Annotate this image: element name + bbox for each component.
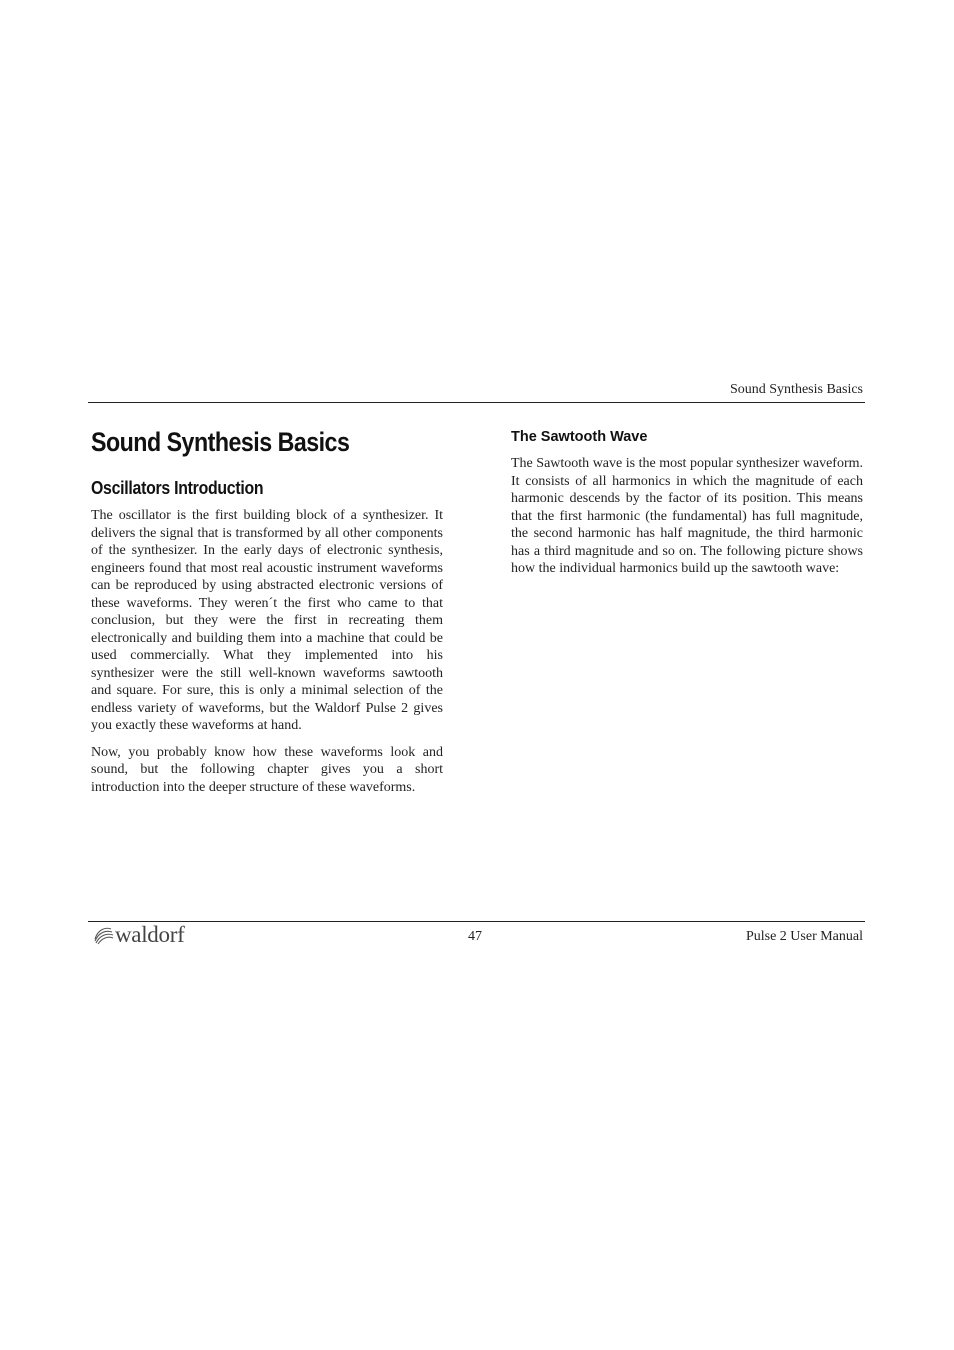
footer-rule	[88, 921, 865, 922]
paragraph-oscillator-intro: The oscillator is the first building block of a synthesizer. It delivers the signal that is transformed by all other components of the synthesizer. In the early days of electronic synthesis, engineers found that most real acoustic instrument waveforms can be reproduced by using abstracted electronic versions of these waveforms. They weren´t the first who came to that conclusion, but they were the first in recreating them electronically and building them into a machine that could be used commercially. What they implemented into his synthesizer were the still well-known waveforms sawtooth and square. For sure, this is only a minimal selection of the endless variety of waveforms, but the Waldorf Pulse 2 gives you exactly these waveforms at hand.	[91, 508, 443, 733]
paragraph-sawtooth: The Sawtooth wave is the most popular synthesizer waveform. It consists of all harmonics in which the magnitude of each harmonic descends by the factor of its position. This means that the first harmonic (the fundamental) has full magnitude, the second harmonic has half magnitude, the third harmonic has a third magnitude and so on. The following picture shows how the individual harmonics build up the sawtooth wave:	[511, 456, 863, 576]
section-title-oscillators: Oscillators Introduction	[91, 478, 264, 498]
chapter-title: Sound Synthesis Basics	[91, 427, 350, 457]
waldorf-logo	[92, 923, 184, 947]
manual-name: Pulse 2 User Manual	[745, 929, 863, 944]
page-number: 47	[468, 929, 482, 944]
running-header: Sound Synthesis Basics	[729, 382, 863, 397]
paragraph-waveform-structure: Now, you probably know how these waveforms look and sound, but the following chapter gives you a short introduction into the deeper structure of these waveforms.	[91, 744, 443, 795]
left-column	[91, 423, 443, 805]
header-rule	[88, 402, 865, 403]
subsection-title-sawtooth: The Sawtooth Wave	[511, 429, 648, 445]
logo-wordmark: waldorf	[115, 922, 185, 947]
right-column	[511, 428, 863, 587]
waldorf-swirl-icon	[92, 925, 114, 945]
